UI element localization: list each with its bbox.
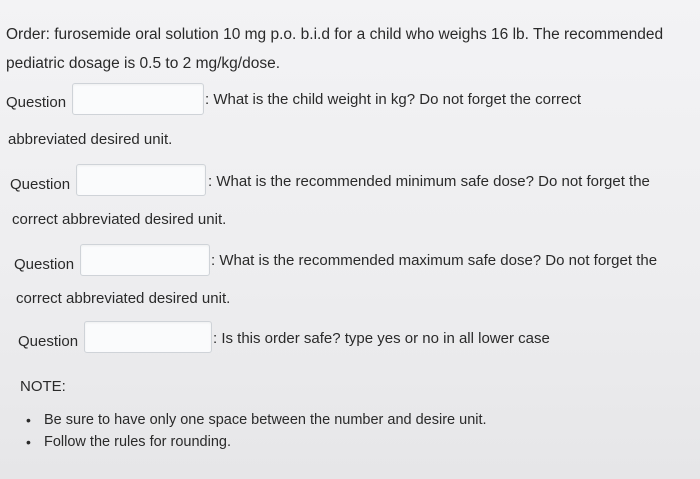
question-3-text: : What is the recommended maximum safe dose? Do not forget the: [211, 252, 658, 269]
question-2-text: : What is the recommended minimum safe dose? Do not forget the: [208, 173, 650, 190]
note-section: [20, 378, 487, 453]
note-title: NOTE:: [20, 378, 66, 395]
note-item-text: Follow the rules for rounding.: [44, 434, 231, 450]
question-4-answer-input[interactable]: [84, 321, 212, 353]
problem-statement: [6, 20, 666, 78]
note-item: [20, 409, 487, 431]
question-2-answer-input[interactable]: [76, 164, 206, 196]
question-1-text: : What is the child weight in kg? Do not forget the correct: [205, 91, 582, 108]
question-4-text: : Is this order safe? type yes or no in all lower case: [213, 330, 550, 347]
question-4-label: Question: [18, 333, 79, 350]
question-1-continuation: abbreviated desired unit.: [8, 131, 173, 148]
note-item-text: Be sure to have only one space between the number and desire unit.: [44, 412, 487, 428]
question-3-label: Question: [14, 256, 75, 273]
problem-statement-line-2: pediatric dosage is 0.5 to 2 mg/kg/dose.: [6, 55, 280, 72]
question-2-continuation: correct abbreviated desired unit.: [12, 211, 227, 228]
question-1-label: Question: [6, 94, 67, 111]
bullet-icon: •: [26, 412, 31, 428]
question-1-answer-input[interactable]: [72, 83, 204, 115]
problem-statement-line-1: Order: furosemide oral solution 10 mg p.o. b.i.d for a child who weighs 16 lb. The recommended: [6, 26, 664, 43]
note-item: [20, 431, 487, 453]
bullet-icon: •: [26, 434, 31, 450]
note-list: [20, 409, 487, 453]
question-3-answer-input[interactable]: [80, 244, 210, 276]
question-3-continuation: correct abbreviated desired unit.: [16, 290, 231, 307]
question-2-label: Question: [10, 176, 71, 193]
